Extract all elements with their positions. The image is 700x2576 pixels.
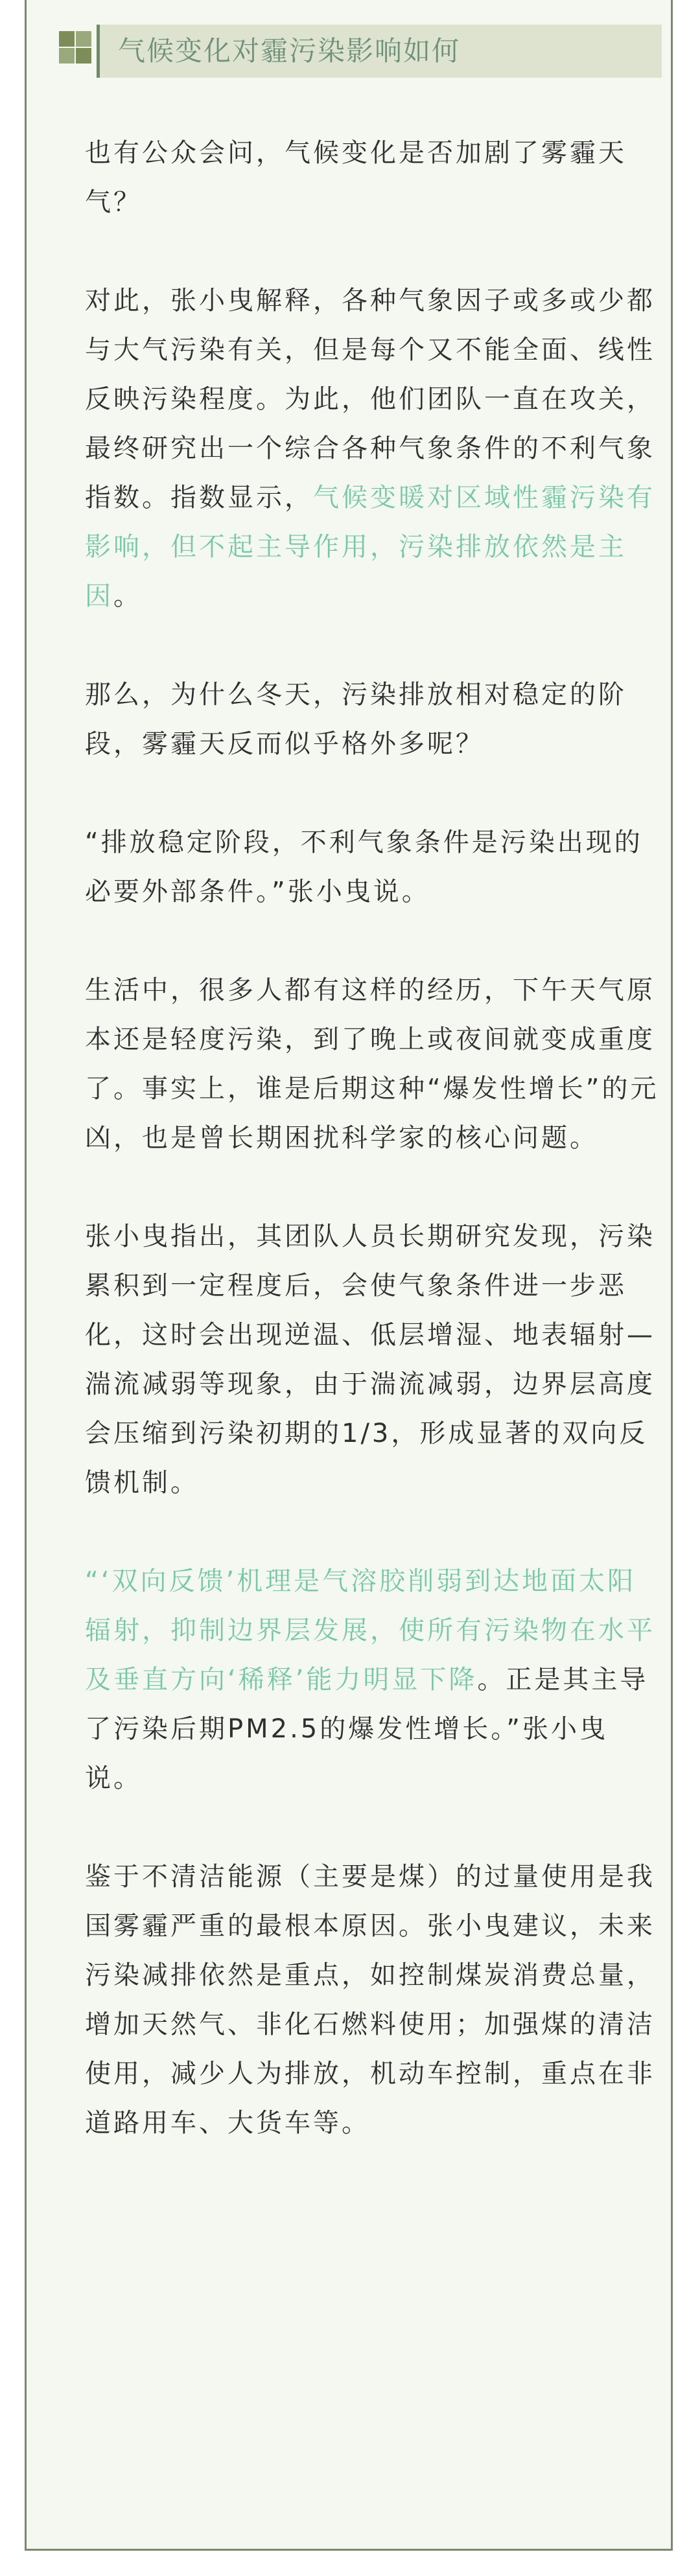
paragraph-7-highlight: ‘双向反馈’机理是气溶胶削弱到达地面太阳辐射，抑制边界层发展，使所有污染物在水平及垂直方向‘稀释’能力明显下降 — [85, 1566, 655, 1695]
section-title-bar — [97, 25, 662, 78]
paragraph-7 — [85, 1557, 662, 1803]
paragraph-6: 张小曳指出，其团队人员长期研究发现，污染累积到一定程度后，会使气象条件进一步恶化，这时会出现逆温、低层增湿、地表辐射—湍流减弱等现象，由于湍流减弱，边界层高度会压缩到污染初期的1/3，形成显著的双向反馈机制。 — [85, 1222, 655, 1498]
section-title: 气候变化对霾污染影响如何 — [118, 35, 461, 67]
paragraph-3: 那么，为什么冬天，污染排放相对稳定的阶段，雾霾天反而似乎格外多呢？ — [85, 680, 627, 759]
grid-squares-icon — [59, 31, 91, 64]
paragraph-8: 鉴于不清洁能源（主要是煤）的过量使用是我国雾霾严重的最根本原因。张小曳建议，未来污染减排依然是重点，如控制煤炭消费总量，增加天然气、非化石燃料使用；加强煤的清洁使用，减少人为排放，机动车控制，重点在非道路用车、大货车等。 — [85, 1862, 655, 2138]
section-header — [59, 25, 662, 78]
paragraph-4: “排放稳定阶段，不利气象条件是污染出现的必要外部条件。”张小曳说。 — [85, 828, 643, 907]
paragraph-2-highlight: 气候变暖对区域性霾污染有影响，但不起主导作用，污染排放依然是主因 — [85, 483, 655, 611]
paragraph-2-tail: 。 — [113, 581, 142, 611]
paragraph-2-text: 对此，张小曳解释，各种气象因子或多或少都与大气污染有关，但是每个又不能全面、线性反映污染程度。为此，他们团队一直在攻关，最终研究出一个综合各种气象条件的不利气象指数。指数显示， — [85, 286, 655, 513]
article-body — [85, 128, 662, 2197]
article-frame — [25, 0, 673, 2551]
paragraph-7-tail: 。正是其主导了污染后期PM2.5的爆发性增长。”张小曳说。 — [85, 1665, 649, 1793]
paragraph-1: 也有公众会问，气候变化是否加剧了雾霾天气？ — [85, 138, 627, 217]
paragraph-2 — [85, 276, 662, 621]
paragraph-7-open-quote: “ — [85, 1566, 101, 1596]
paragraph-5: 生活中，很多人都有这样的经历，下午天气原本还是轻度污染，到了晚上或夜间就变成重度了。事实上，谁是后期这种“爆发性增长”的元凶，也是曾长期困扰科学家的核心问题。 — [85, 975, 659, 1153]
